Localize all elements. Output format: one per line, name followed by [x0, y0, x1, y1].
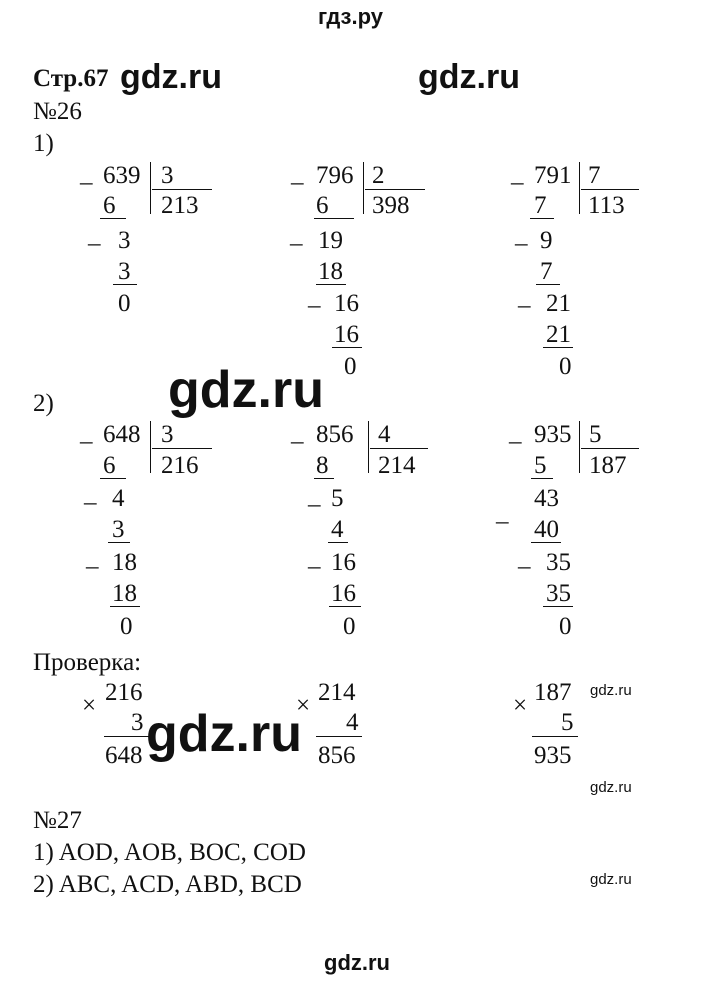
step-underline	[100, 478, 126, 479]
step-underline	[543, 606, 573, 607]
product: 856	[318, 742, 356, 769]
step-underline	[530, 218, 554, 219]
step-remainder: 43	[534, 485, 559, 512]
division-bar	[363, 162, 364, 214]
page-label: Стр.67	[33, 65, 109, 92]
dividend: 791	[534, 162, 572, 189]
step-remainder: 35	[546, 549, 571, 576]
watermark-top-right: gdz.ru	[418, 58, 520, 96]
times-sign: ×	[82, 692, 97, 719]
step-underline	[100, 218, 126, 219]
step-subtrahend: 6	[316, 192, 329, 219]
step-subtrahend: 6	[103, 452, 116, 479]
final-remainder: 0	[343, 613, 356, 640]
factor-a: 187	[534, 679, 572, 706]
division-bar	[150, 421, 151, 473]
step-underline	[543, 347, 573, 348]
product: 935	[534, 742, 572, 769]
quotient: 216	[161, 452, 199, 479]
factor-b: 4	[346, 709, 359, 736]
minus-sign: _	[88, 221, 101, 248]
divisor: 7	[588, 162, 601, 189]
part1-label: 1)	[33, 130, 54, 157]
step-underline	[314, 478, 334, 479]
minus-sign: _	[80, 419, 93, 446]
quotient: 213	[161, 192, 199, 219]
minus-sign: _	[308, 283, 321, 310]
step-underline	[108, 542, 130, 543]
watermark-bottom: gdz.ru	[324, 950, 390, 975]
step-subtrahend: 6	[103, 192, 116, 219]
dividend: 856	[316, 421, 354, 448]
quotient-line	[581, 448, 639, 449]
step-remainder: 21	[546, 290, 571, 317]
step-underline	[531, 542, 561, 543]
factor-a: 214	[318, 679, 356, 706]
factor-b: 5	[561, 709, 574, 736]
minus-sign: _	[290, 221, 303, 248]
factor-b: 3	[131, 709, 144, 736]
part2-label: 2)	[33, 390, 54, 417]
product-line	[532, 736, 578, 737]
step-underline	[328, 542, 348, 543]
final-remainder: 0	[559, 353, 572, 380]
quotient: 398	[372, 192, 410, 219]
step-subtrahend: 21	[546, 321, 571, 348]
quotient-line	[365, 189, 425, 190]
watermark-check-overlay: gdz.ru	[146, 705, 302, 763]
divisor: 5	[589, 421, 602, 448]
step-underline	[314, 218, 354, 219]
site-header: гдз.ру	[318, 4, 383, 29]
dividend: 639	[103, 162, 141, 189]
step-underline	[332, 347, 362, 348]
quotient: 187	[589, 452, 627, 479]
times-sign: ×	[296, 692, 311, 719]
minus-sign: _	[509, 419, 522, 446]
product-line	[316, 736, 362, 737]
step-underline	[113, 284, 137, 285]
step-subtrahend: 18	[318, 258, 343, 285]
dividend: 935	[534, 421, 572, 448]
dividend: 796	[316, 162, 354, 189]
step-remainder: 3	[118, 227, 131, 254]
step-subtrahend: 4	[331, 516, 344, 543]
step-subtrahend: 8	[316, 452, 329, 479]
division-bar	[579, 421, 580, 473]
task-27-line-1: 1) AOD, AOB, BOC, COD	[33, 839, 306, 866]
quotient-line	[152, 189, 212, 190]
minus-sign: _	[511, 160, 524, 187]
quotient-line	[581, 189, 639, 190]
minus-sign: _	[308, 482, 321, 509]
minus-sign: _	[515, 221, 528, 248]
quotient: 214	[378, 452, 416, 479]
minus-sign: _	[86, 544, 99, 571]
step-remainder: 16	[331, 549, 356, 576]
final-remainder: 0	[344, 353, 357, 380]
divisor: 3	[161, 421, 174, 448]
step-subtrahend: 16	[334, 321, 359, 348]
divisor: 3	[161, 162, 174, 189]
step-subtrahend: 7	[540, 258, 553, 285]
quotient-line	[370, 448, 428, 449]
minus-sign: _	[518, 283, 531, 310]
step-remainder: 5	[331, 485, 344, 512]
minus-sign: _	[84, 480, 97, 507]
divisor: 2	[372, 162, 385, 189]
check-label: Проверка:	[33, 649, 142, 676]
step-remainder: 16	[334, 290, 359, 317]
step-subtrahend: 3	[118, 258, 131, 285]
step-remainder: 18	[112, 549, 137, 576]
final-remainder: 0	[118, 290, 131, 317]
step-remainder: 19	[318, 227, 343, 254]
dividend: 648	[103, 421, 141, 448]
product: 648	[105, 742, 143, 769]
minus-sign: _	[80, 160, 93, 187]
minus-sign: _	[291, 419, 304, 446]
minus-sign: _	[291, 160, 304, 187]
quotient: 113	[588, 192, 625, 219]
step-underline	[536, 284, 560, 285]
task-27-number: №27	[33, 807, 82, 834]
step-underline	[110, 606, 140, 607]
minus-sign: _	[518, 544, 531, 571]
times-sign: ×	[513, 692, 528, 719]
step-subtrahend: 16	[331, 580, 356, 607]
step-subtrahend: 3	[112, 516, 125, 543]
watermark-small-right-2: gdz.ru	[590, 779, 632, 796]
step-remainder: 4	[112, 485, 125, 512]
minus-sign: _	[496, 499, 509, 526]
step-subtrahend: 5	[534, 452, 547, 479]
final-remainder: 0	[120, 613, 133, 640]
factor-a: 216	[105, 679, 143, 706]
step-subtrahend: 7	[534, 192, 547, 219]
watermark-small-right-3: gdz.ru	[590, 871, 632, 888]
final-remainder: 0	[559, 613, 572, 640]
step-subtrahend: 18	[112, 580, 137, 607]
divisor: 4	[378, 421, 391, 448]
step-underline	[329, 606, 361, 607]
division-bar	[368, 421, 369, 473]
product-line	[104, 736, 150, 737]
division-bar	[150, 162, 151, 214]
task-27-line-2: 2) ABC, ACD, ABD, BCD	[33, 871, 302, 898]
quotient-line	[152, 448, 212, 449]
watermark-middle: gdz.ru	[168, 361, 324, 419]
step-subtrahend: 40	[534, 516, 559, 543]
step-remainder: 9	[540, 227, 553, 254]
step-underline	[531, 478, 553, 479]
watermark-top-left: gdz.ru	[120, 58, 222, 96]
watermark-small-right-1: gdz.ru	[590, 682, 632, 699]
step-subtrahend: 35	[546, 580, 571, 607]
division-bar	[579, 162, 580, 214]
minus-sign: _	[308, 544, 321, 571]
task-26-number: №26	[33, 98, 82, 125]
